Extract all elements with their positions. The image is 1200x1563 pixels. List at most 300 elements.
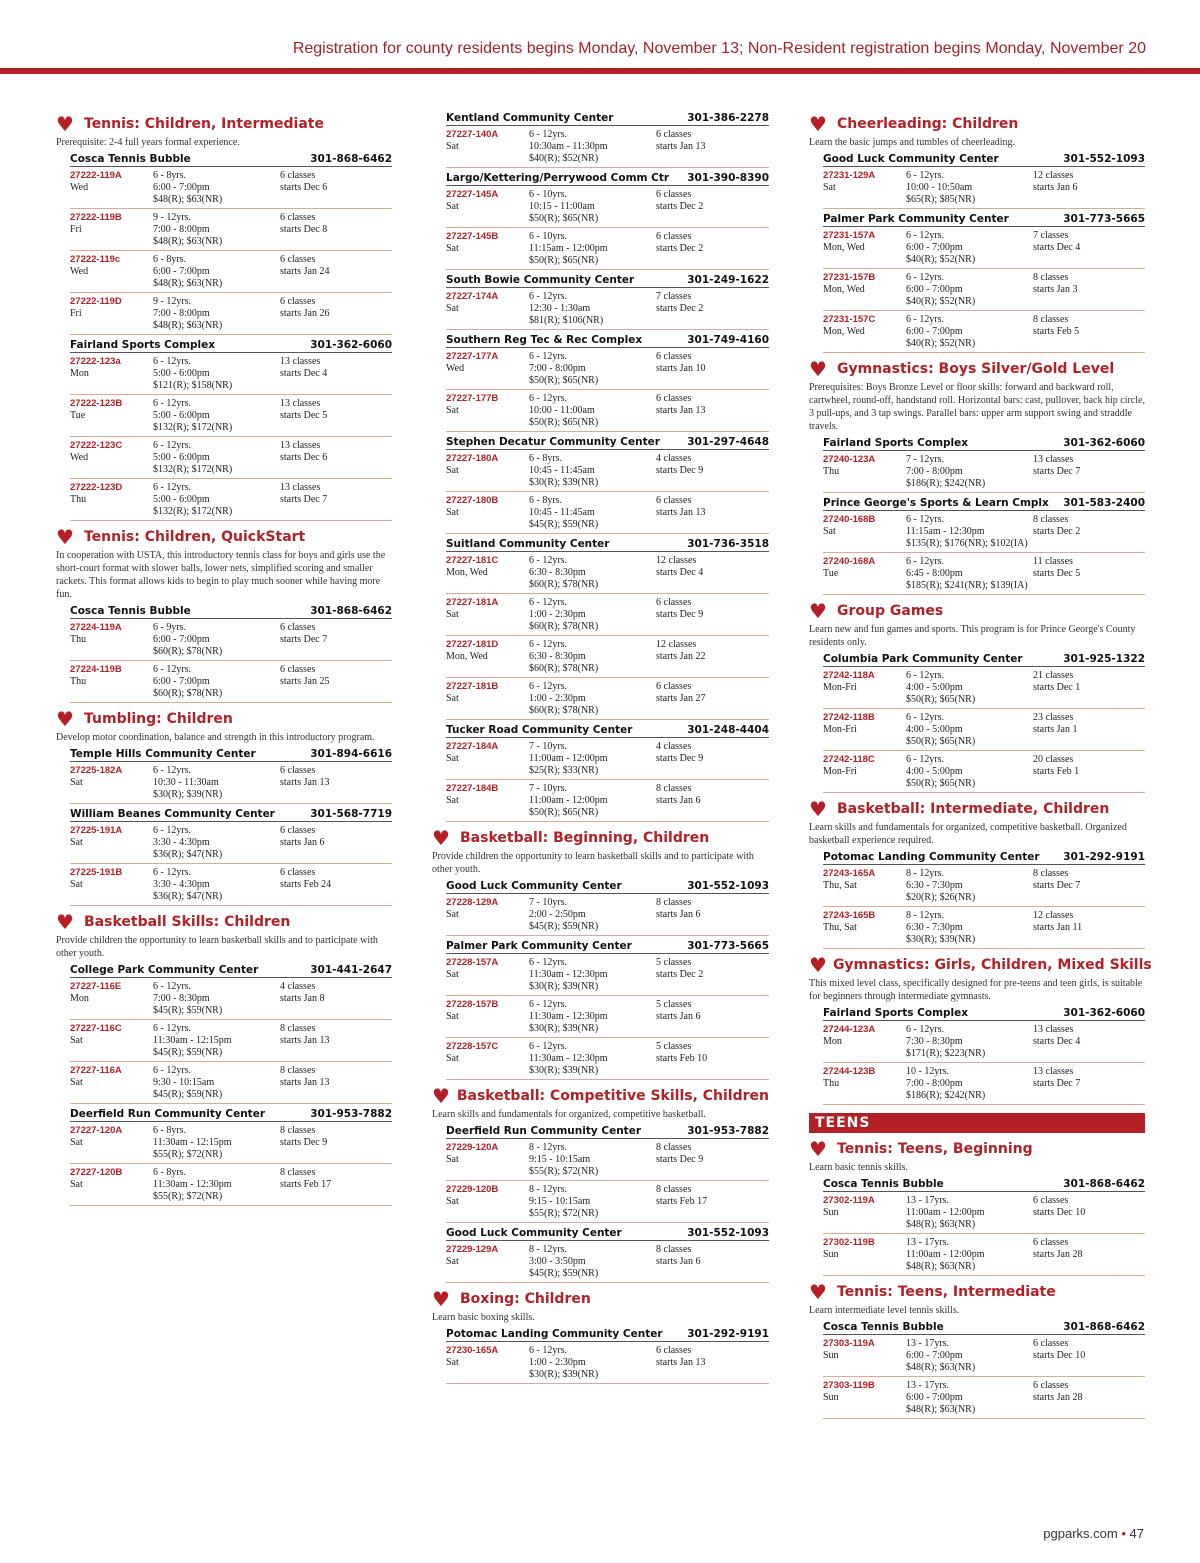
class-schedule-cell (1033, 314, 1145, 350)
class-code[interactable]: 27240-168B (823, 514, 876, 525)
class-schedule-cell (656, 681, 769, 717)
class-count: 8 classes (656, 897, 692, 908)
venue-name: Palmer Park Community Center (446, 940, 632, 952)
class-days: Sat (446, 1011, 459, 1022)
class-count: 12 classes (656, 555, 697, 566)
class-count: 7 classes (656, 291, 692, 302)
class-code[interactable]: 27242-118B (823, 712, 875, 723)
class-code[interactable]: 27227-120B (70, 1167, 123, 1178)
class-code[interactable]: 27227-145B (446, 231, 499, 242)
class-ages: 6 - 12yrs. (529, 291, 568, 302)
class-code[interactable]: 27222-123D (70, 482, 123, 493)
class-fee: $50(R); $65(NR) (906, 736, 976, 747)
class-ages: 6 - 12yrs. (906, 514, 945, 525)
venue-header (823, 1321, 1145, 1335)
class-count: 13 classes (1033, 1024, 1074, 1035)
class-time: 9:15 - 10:15am (529, 1154, 591, 1165)
class-code[interactable]: 27225-191B (70, 867, 123, 878)
class-start: starts Jan 3 (1033, 284, 1078, 295)
class-time: 10:45 - 11:45am (529, 465, 595, 476)
class-fee: $20(R); $26(NR) (906, 892, 976, 903)
class-code[interactable]: 27243-165B (823, 910, 876, 921)
class-code[interactable]: 27231-157C (823, 314, 876, 325)
class-ages: 6 - 8yrs. (153, 170, 187, 181)
class-fee: $60(R); $78(NR) (529, 663, 599, 674)
class-time: 1:00 - 2:30pm (529, 1357, 586, 1368)
class-fee: $60(R); $78(NR) (153, 646, 223, 657)
class-fee: $40(R); $52(NR) (906, 338, 976, 349)
class-fee: $48(R); $63(NR) (153, 278, 223, 289)
class-code[interactable]: 27225-191A (70, 825, 123, 836)
venue-phone: 301-441-2647 (310, 964, 392, 976)
program-description: Provide children the opportunity to learn basketball skills and to participate with other youth. (432, 851, 754, 875)
class-code[interactable]: 27222-123a (70, 356, 121, 367)
program-section (432, 828, 769, 1080)
class-code-cell (70, 1167, 153, 1203)
venue-header (823, 1007, 1145, 1021)
class-fee: $81(R); $106(NR) (529, 315, 604, 326)
venue-name: Tucker Road Community Center (446, 724, 633, 736)
class-count: 6 classes (280, 765, 316, 776)
class-fee: $45(R); $59(NR) (529, 921, 599, 932)
class-code[interactable]: 27227-181C (446, 555, 499, 566)
class-row (446, 450, 769, 492)
class-days: Sat (446, 243, 459, 254)
class-time: 7:00 - 8:00pm (153, 308, 210, 319)
class-detail-cell (906, 1237, 1033, 1273)
class-ages: 8 - 12yrs. (529, 1184, 568, 1195)
class-fee: $48(R); $63(NR) (906, 1362, 976, 1373)
class-code[interactable]: 27227-174A (446, 291, 499, 302)
class-code[interactable]: 27222-119c (70, 254, 121, 265)
class-code[interactable]: 27242-118C (823, 754, 875, 765)
venue-phone: 301-868-6462 (1063, 1321, 1145, 1333)
class-schedule-cell (1033, 1338, 1145, 1374)
venue-header (823, 851, 1145, 865)
class-ages: 6 - 12yrs. (153, 664, 192, 675)
class-time: 10:15 - 11:00am (529, 201, 595, 212)
class-code[interactable]: 27231-129A (823, 170, 876, 181)
class-schedule-cell (1033, 170, 1145, 206)
class-code[interactable]: 27224-119A (70, 622, 122, 633)
class-code[interactable]: 27225-182A (70, 765, 123, 776)
class-start: starts Dec 8 (280, 224, 328, 235)
venue-block (446, 880, 769, 936)
class-time: 11:15am - 12:00pm (529, 243, 608, 254)
class-code[interactable]: 27227-184B (446, 783, 499, 794)
class-days: Wed (70, 182, 89, 193)
class-code[interactable]: 27224-119B (70, 664, 122, 675)
class-detail-cell (906, 754, 1033, 790)
class-ages: 6 - 12yrs. (529, 129, 568, 140)
class-row (70, 978, 392, 1020)
venue-phone: 301-925-1322 (1063, 653, 1145, 665)
program-title: Cheerleading: Children (837, 116, 1019, 132)
class-count: 6 classes (656, 597, 692, 608)
class-days: Sat (70, 1179, 83, 1190)
class-ages: 6 - 8yrs. (529, 453, 563, 464)
class-row (446, 996, 769, 1038)
venue-name: Fairland Sports Complex (823, 1007, 969, 1019)
class-count: 13 classes (1033, 454, 1074, 465)
class-code[interactable]: 27228-157C (446, 1041, 499, 1052)
venue-header (70, 153, 392, 167)
class-row (823, 751, 1145, 793)
class-code-cell (70, 170, 153, 206)
class-detail-cell (153, 482, 280, 518)
class-schedule-cell (1033, 868, 1145, 904)
class-code[interactable]: 27222-119D (70, 296, 122, 307)
class-start: starts Dec 2 (656, 243, 704, 254)
class-start: starts Dec 4 (656, 567, 704, 578)
class-row (823, 1192, 1145, 1234)
class-row (70, 437, 392, 479)
class-code[interactable]: 27302-119A (823, 1195, 875, 1206)
class-detail-cell (529, 681, 656, 717)
venue-header (823, 437, 1145, 451)
site-link[interactable]: pgparks.com (1043, 1526, 1118, 1541)
class-code[interactable]: 27227-116A (70, 1065, 122, 1076)
class-count: 8 classes (280, 1167, 316, 1178)
class-time: 1:00 - 2:30pm (529, 609, 586, 620)
venue-header (823, 213, 1145, 227)
class-row (446, 678, 769, 720)
class-fee: $121(R); $158(NR) (153, 380, 233, 391)
page-footer (1043, 1526, 1144, 1541)
class-detail-cell (153, 1065, 280, 1101)
class-row (823, 511, 1145, 553)
class-start: starts Jan 13 (656, 405, 706, 416)
class-start: starts Feb 24 (280, 879, 332, 890)
program-section (432, 112, 769, 822)
class-start: starts Dec 5 (1033, 568, 1081, 579)
venue-phone: 301-749-4160 (687, 334, 769, 346)
class-code[interactable]: 27229-120A (446, 1142, 499, 1153)
class-fee: $48(R); $63(NR) (906, 1219, 976, 1230)
class-code[interactable]: 27242-118A (823, 670, 875, 681)
class-days: Fri (70, 224, 82, 235)
class-code[interactable]: 27222-119A (70, 170, 122, 181)
class-time: 4:00 - 5:00pm (906, 724, 963, 735)
class-row (823, 907, 1145, 949)
class-count: 6 classes (1033, 1380, 1069, 1391)
venue-phone: 301-390-8390 (687, 172, 769, 184)
class-code-cell (70, 356, 153, 392)
venue-name: Potomac Landing Community Center (823, 851, 1040, 863)
class-detail-cell (153, 664, 280, 700)
program-description: Learn new and fun games and sports. This program is for Prince George's County residents only. (809, 624, 1136, 648)
class-code[interactable]: 27227-181A (446, 597, 499, 608)
class-code[interactable]: 27244-123B (823, 1066, 876, 1077)
class-time: 6:30 - 8:30pm (529, 651, 586, 662)
venue-phone: 301-292-9191 (687, 1328, 769, 1340)
class-code[interactable]: 27227-116E (70, 981, 122, 992)
class-code-cell (70, 825, 153, 861)
class-days: Sun (823, 1350, 839, 1361)
class-row (823, 451, 1145, 493)
program-section (809, 953, 1152, 1105)
class-count: 13 classes (280, 398, 321, 409)
class-fee: $45(R); $59(NR) (529, 1268, 599, 1279)
class-fee: $30(R); $39(NR) (529, 1023, 599, 1034)
class-time: 9:15 - 10:15am (529, 1196, 591, 1207)
class-code-cell (70, 765, 153, 801)
class-row (446, 348, 769, 390)
class-time: 11:00am - 12:00pm (906, 1249, 985, 1260)
section-heading (809, 953, 1152, 977)
class-schedule-cell (1033, 1237, 1145, 1273)
class-row (446, 1038, 769, 1080)
class-days: Sat (446, 405, 459, 416)
class-code[interactable]: 27222-123B (70, 398, 123, 409)
class-start: starts Dec 7 (280, 634, 328, 645)
class-detail-cell (906, 454, 1033, 490)
section-heading (56, 114, 392, 134)
class-code[interactable]: 27227-116C (70, 1023, 122, 1034)
class-time: 6:45 - 8:00pm (906, 568, 963, 579)
venue-phone: 301-568-7719 (310, 808, 392, 820)
class-time: 11:30am - 12:30pm (529, 1011, 608, 1022)
class-code[interactable]: 27227-180B (446, 495, 499, 506)
program-description: Prerequisites: Boys Bronze Level or floor skills: forward and backward roll, cartwheel, round-off, handstand roll. Horizontal bars: cast, pullover, back hip circle, 3 pull-ups, and 3 tap swings. Parallel bars: upper arm support swing and straddle travels. (809, 382, 1145, 432)
class-count: 6 classes (280, 296, 316, 307)
class-days: Sun (823, 1249, 839, 1260)
class-row (823, 709, 1145, 751)
class-code[interactable]: 27228-129A (446, 897, 499, 908)
class-schedule-cell (280, 981, 392, 1017)
class-start: starts Feb 10 (656, 1053, 708, 1064)
class-start: starts Dec 4 (1033, 1036, 1081, 1047)
program-title: Basketball: Beginning, Children (460, 830, 710, 846)
program-title: Boxing: Children (460, 1291, 591, 1307)
class-detail-cell (529, 639, 656, 675)
class-ages: 6 - 12yrs. (153, 1023, 192, 1034)
heart-icon: ♥ (809, 112, 827, 136)
venue-name: Cosca Tennis Bubble (70, 153, 191, 165)
class-code[interactable]: 27229-120B (446, 1184, 499, 1195)
class-ages: 6 - 12yrs. (153, 398, 192, 409)
venue-name: Southern Reg Tec & Rec Complex (446, 334, 643, 346)
class-code[interactable]: 27303-119A (823, 1338, 875, 1349)
class-code[interactable]: 27244-123A (823, 1024, 876, 1035)
banner-rule (0, 68, 1200, 74)
venue-header (70, 1108, 392, 1122)
heart-icon: ♥ (56, 525, 74, 549)
class-days: Sat (446, 969, 459, 980)
program-section (809, 601, 1145, 793)
class-fee: $45(R); $59(NR) (153, 1089, 223, 1100)
class-start: starts Jan 1 (1033, 724, 1078, 735)
section-heading (432, 1086, 769, 1106)
class-row (70, 1122, 392, 1164)
class-row (70, 479, 392, 521)
class-detail-cell (529, 291, 656, 327)
class-count: 8 classes (280, 1125, 316, 1136)
class-code[interactable]: 27227-181D (446, 639, 499, 650)
class-schedule-cell (656, 351, 769, 387)
class-ages: 8 - 12yrs. (906, 910, 945, 921)
class-start: starts Jan 11 (1033, 922, 1083, 933)
class-code[interactable]: 27227-181B (446, 681, 499, 692)
class-schedule-cell (656, 231, 769, 267)
class-count: 6 classes (1033, 1237, 1069, 1248)
class-time: 7:00 - 8:00pm (153, 224, 210, 235)
class-days: Sat (446, 1196, 459, 1207)
class-code[interactable]: 27229-129A (446, 1244, 499, 1255)
class-count: 4 classes (656, 453, 692, 464)
class-time: 6:30 - 8:30pm (529, 567, 586, 578)
venue-phone: 301-953-7882 (687, 1125, 769, 1137)
venue-name: Kentland Community Center (446, 112, 614, 124)
class-row (446, 288, 769, 330)
class-code[interactable]: 27227-177B (446, 393, 499, 404)
class-row (446, 126, 769, 168)
class-ages: 7 - 10yrs. (529, 897, 568, 908)
class-count: 8 classes (656, 1142, 692, 1153)
class-time: 6:30 - 7:30pm (906, 922, 963, 933)
program-section (809, 1282, 1145, 1419)
class-row (823, 167, 1145, 209)
class-code[interactable]: 27231-157B (823, 272, 876, 283)
class-detail-cell (529, 393, 656, 429)
class-code[interactable]: 27240-123A (823, 454, 876, 465)
class-code[interactable]: 27231-157A (823, 230, 876, 241)
class-code[interactable]: 27227-184A (446, 741, 499, 752)
class-schedule-cell (1033, 272, 1145, 308)
class-ages: 6 - 10yrs. (529, 231, 568, 242)
class-days: Mon, Wed (823, 326, 865, 337)
class-ages: 9 - 12yrs. (153, 296, 192, 307)
venue-block (823, 1178, 1145, 1276)
class-code[interactable]: 27227-120A (70, 1125, 123, 1136)
class-code-cell (823, 454, 906, 490)
class-code[interactable]: 27228-157B (446, 999, 499, 1010)
class-ages: 6 - 12yrs. (906, 314, 945, 325)
class-days: Sat (823, 182, 836, 193)
class-count: 6 classes (280, 170, 316, 181)
class-start: starts Jan 24 (280, 266, 330, 277)
class-fee: $186(R); $242(NR) (906, 1090, 986, 1101)
heart-icon: ♥ (809, 599, 827, 623)
class-fee: $45(R); $59(NR) (153, 1047, 223, 1058)
class-code[interactable]: 27230-165A (446, 1345, 499, 1356)
class-count: 8 classes (1033, 868, 1069, 879)
class-code[interactable]: 27222-119B (70, 212, 122, 223)
class-schedule-cell (656, 783, 769, 819)
class-detail-cell (153, 1023, 280, 1059)
class-schedule-cell (656, 291, 769, 327)
class-start: starts Dec 7 (1033, 880, 1081, 891)
class-code[interactable]: 27227-177A (446, 351, 499, 362)
class-ages: 6 - 12yrs. (153, 867, 192, 878)
class-start: starts Jan 22 (656, 651, 706, 662)
class-code[interactable]: 27222-123C (70, 440, 123, 451)
class-code[interactable]: 27227-140A (446, 129, 499, 140)
class-count: 13 classes (280, 356, 321, 367)
class-ages: 6 - 12yrs. (153, 1065, 192, 1076)
class-time: 11:30am - 12:30pm (529, 1053, 608, 1064)
class-code-cell (446, 999, 529, 1035)
class-code[interactable]: 27227-180A (446, 453, 499, 464)
class-code-cell (70, 622, 153, 658)
class-code-cell (446, 681, 529, 717)
venue-phone: 301-297-4648 (687, 436, 769, 448)
class-count: 12 classes (1033, 170, 1074, 181)
venue-phone: 301-894-6616 (310, 748, 392, 760)
class-time: 4:00 - 5:00pm (906, 682, 963, 693)
class-fee: $55(R); $72(NR) (153, 1191, 223, 1202)
class-count: 6 classes (280, 825, 316, 836)
class-count: 6 classes (656, 129, 692, 140)
class-detail-cell (153, 170, 280, 206)
class-fee: $60(R); $78(NR) (529, 579, 599, 590)
venue-header (446, 880, 769, 894)
class-schedule-cell (280, 440, 392, 476)
class-days: Thu, Sat (823, 880, 857, 891)
class-count: 12 classes (1033, 910, 1074, 921)
class-schedule-cell (656, 1184, 769, 1220)
program-title: Group Games (837, 603, 944, 619)
heart-icon: ♥ (432, 1287, 450, 1311)
class-fee: $36(R); $47(NR) (153, 849, 223, 860)
program-section (809, 1113, 1145, 1276)
class-code[interactable]: 27227-145A (446, 189, 499, 200)
class-start: starts Jan 6 (656, 795, 701, 806)
class-code[interactable]: 27302-119B (823, 1237, 875, 1248)
class-time: 10:30 - 11:30am (153, 777, 219, 788)
class-code[interactable]: 27243-165A (823, 868, 876, 879)
program-section (56, 912, 392, 1206)
class-detail-cell (153, 398, 280, 434)
class-days: Sun (823, 1207, 839, 1218)
class-row (70, 1062, 392, 1104)
class-ages: 6 - 9yrs. (153, 622, 187, 633)
class-schedule-cell (280, 1065, 392, 1101)
class-days: Sat (446, 753, 459, 764)
class-fee: $65(R); $85(NR) (906, 194, 976, 205)
class-count: 5 classes (656, 1041, 692, 1052)
class-start: starts Jan 25 (280, 676, 330, 687)
class-time: 11:00am - 12:00pm (906, 1207, 985, 1218)
class-time: 10:45 - 11:45am (529, 507, 595, 518)
class-count: 8 classes (656, 783, 692, 794)
class-schedule-cell (656, 393, 769, 429)
class-code-cell (446, 231, 529, 267)
class-row (823, 1234, 1145, 1276)
class-start: starts Dec 10 (1033, 1207, 1086, 1218)
class-time: 11:30am - 12:15pm (153, 1137, 232, 1148)
class-start: starts Jan 27 (656, 693, 706, 704)
class-detail-cell (906, 1024, 1033, 1060)
class-ages: 6 - 8yrs. (153, 254, 187, 265)
class-ages: 6 - 12yrs. (906, 230, 945, 241)
venue-block (446, 940, 769, 1080)
class-detail-cell (906, 230, 1033, 266)
class-code[interactable]: 27228-157A (446, 957, 499, 968)
class-days: Sat (446, 303, 459, 314)
class-code[interactable]: 27240-168A (823, 556, 876, 567)
class-start: starts Dec 9 (656, 1154, 704, 1165)
class-row (446, 636, 769, 678)
class-detail-cell (529, 897, 656, 933)
class-code[interactable]: 27303-119B (823, 1380, 875, 1391)
class-detail-cell (153, 356, 280, 392)
class-time: 6:00 - 7:00pm (153, 676, 210, 687)
class-code-cell (446, 597, 529, 633)
class-time: 7:00 - 8:00pm (906, 466, 963, 477)
class-fee: $40(R); $52(NR) (906, 254, 976, 265)
class-start: starts Dec 6 (280, 452, 328, 463)
